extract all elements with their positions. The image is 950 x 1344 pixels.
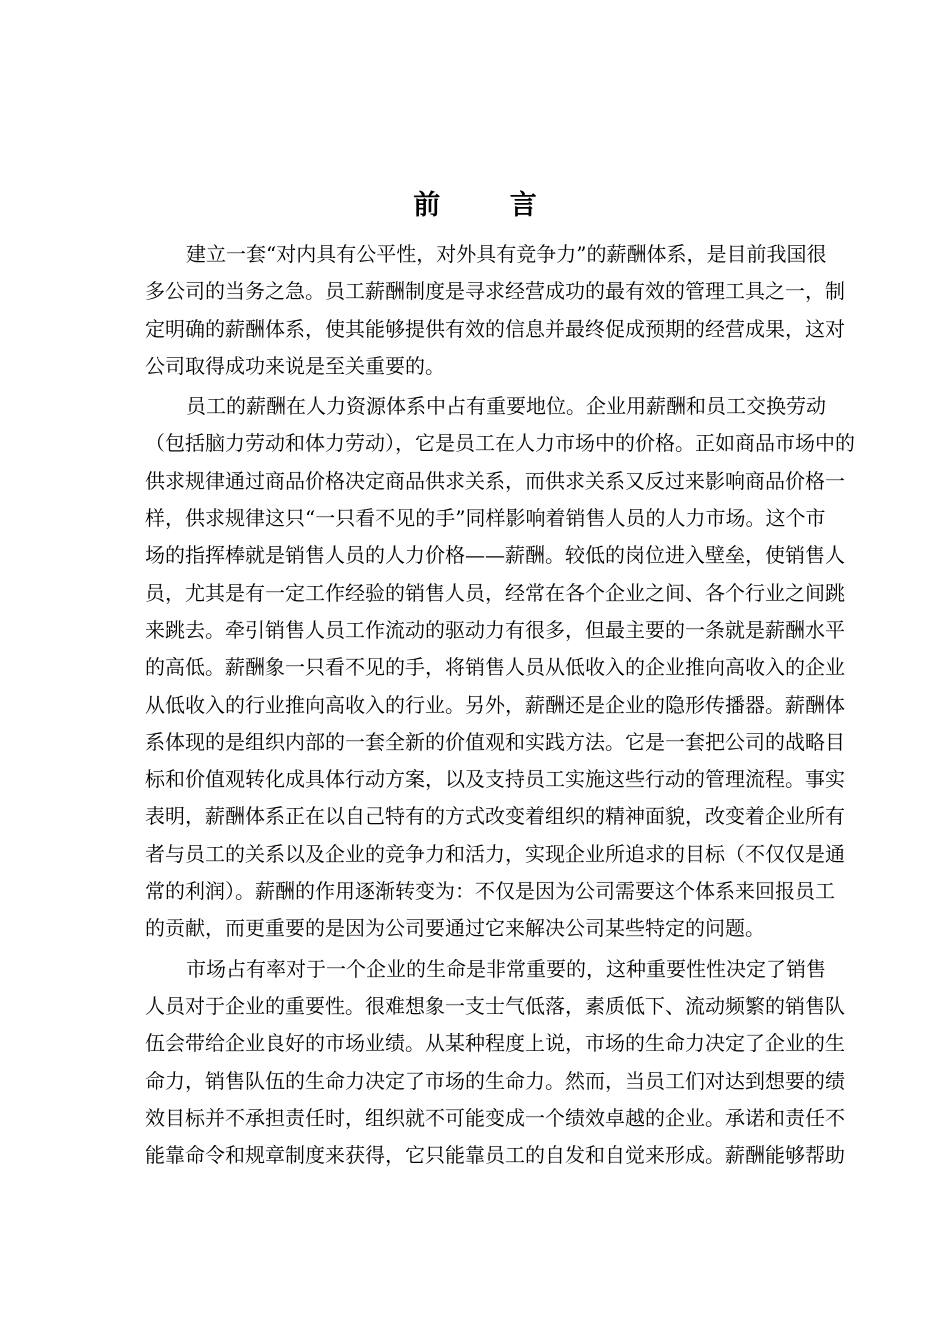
paragraph-3 — [145, 951, 845, 1175]
paragraph-line: 表明，薪酬体系正在以自己特有的方式改变着组织的精神面貌，改变着企业所有 — [145, 804, 845, 829]
paragraph-line: 常的利润）。薪酬的作用逐渐转变为：不仅是因为公司需要这个体系来回报员工 — [145, 879, 835, 904]
paragraph-line: 员，尤其是有一定工作经验的销售人员，经常在各个企业之间、各个行业之间跳 — [145, 580, 845, 605]
paragraph-line: 的贡献，而更重要的是因为公司要通过它来解决公司某些特定的问题。 — [145, 916, 765, 941]
page-title: 前 言 — [413, 190, 567, 221]
paragraph-line: 多公司的当务之急。员工薪酬制度是寻求经营成功的最有效的管理工具之一，制 — [145, 279, 845, 304]
paragraph-2 — [145, 388, 855, 947]
paragraph-line: 建立一套“对内具有公平性，对外具有竞争力”的薪酬体系，是目前我国很 — [186, 242, 827, 266]
paragraph-line: 系体现的是组织内部的一套全新的价值观和实践方法。它是一套把公司的战略目 — [145, 729, 845, 754]
paragraph-line: 样，供求规律这只“一只看不见的手”同样影响着销售人员的人力市场。这个市 — [145, 506, 826, 531]
paragraph-line: 供求规律通过商品价格决定商品供求关系，而供求关系又反过来影响商品价格一 — [145, 468, 845, 493]
paragraph-1 — [145, 236, 845, 385]
paragraph-line: 标和价值观转化成具体行动方案，以及支持员工实施这些行动的管理流程。事实 — [145, 767, 845, 792]
paragraph-line: 的高低。薪酬象一只看不见的手，将销售人员从低收入的企业推向高收入的企业 — [145, 655, 845, 680]
paragraph-line: 来跳去。牵引销售人员工作流动的驱动力有很多，但最主要的一条就是薪酬水平 — [145, 617, 845, 642]
paragraph-line: 伍会带给企业良好的市场业绩。从某种程度上说，市场的生命力决定了企业的生 — [145, 1031, 845, 1056]
paragraph-line: 能靠命令和规章制度来获得，它只能靠员工的自发和自觉来形成。薪酬能够帮助 — [145, 1143, 845, 1168]
paragraph-line: 市场占有率对于一个企业的生命是非常重要的，这种重要性性决定了销售 — [186, 956, 826, 981]
paragraph-line: 效目标并不承担责任时，组织就不可能变成一个绩效卓越的企业。承诺和责任不 — [145, 1105, 845, 1130]
paragraph-line: 场的指挥棒就是销售人员的人力价格——薪酬。较低的岗位进入壁垒，使销售人 — [145, 543, 845, 568]
paragraph-line: 公司取得成功来说是至关重要的。 — [145, 353, 445, 378]
paragraph-line: （包括脑力劳动和体力劳动），它是员工在人力市场中的价格。正如商品市场中的 — [145, 431, 855, 456]
paragraph-line: 从低收入的行业推向高收入的行业。另外，薪酬还是企业的隐形传播器。薪酬体 — [145, 692, 845, 717]
paragraph-line: 者与员工的关系以及企业的竞争力和活力，实现企业所追求的目标（不仅仅是通 — [145, 841, 845, 866]
paragraph-line: 人员对于企业的重要性。很难想象一支士气低落，素质低下、流动频繁的销售队 — [145, 993, 845, 1018]
document-body — [145, 236, 855, 1177]
paragraph-line: 命力，销售队伍的生命力决定了市场的生命力。然而，当员工们对达到想要的绩 — [145, 1068, 845, 1093]
paragraph-line: 员工的薪酬在人力资源体系中占有重要地位。企业用薪酬和员工交换劳动 — [186, 394, 826, 419]
paragraph-line: 定明确的薪酬体系，使其能够提供有效的信息并最终促成预期的经营成果，这对 — [145, 316, 845, 341]
